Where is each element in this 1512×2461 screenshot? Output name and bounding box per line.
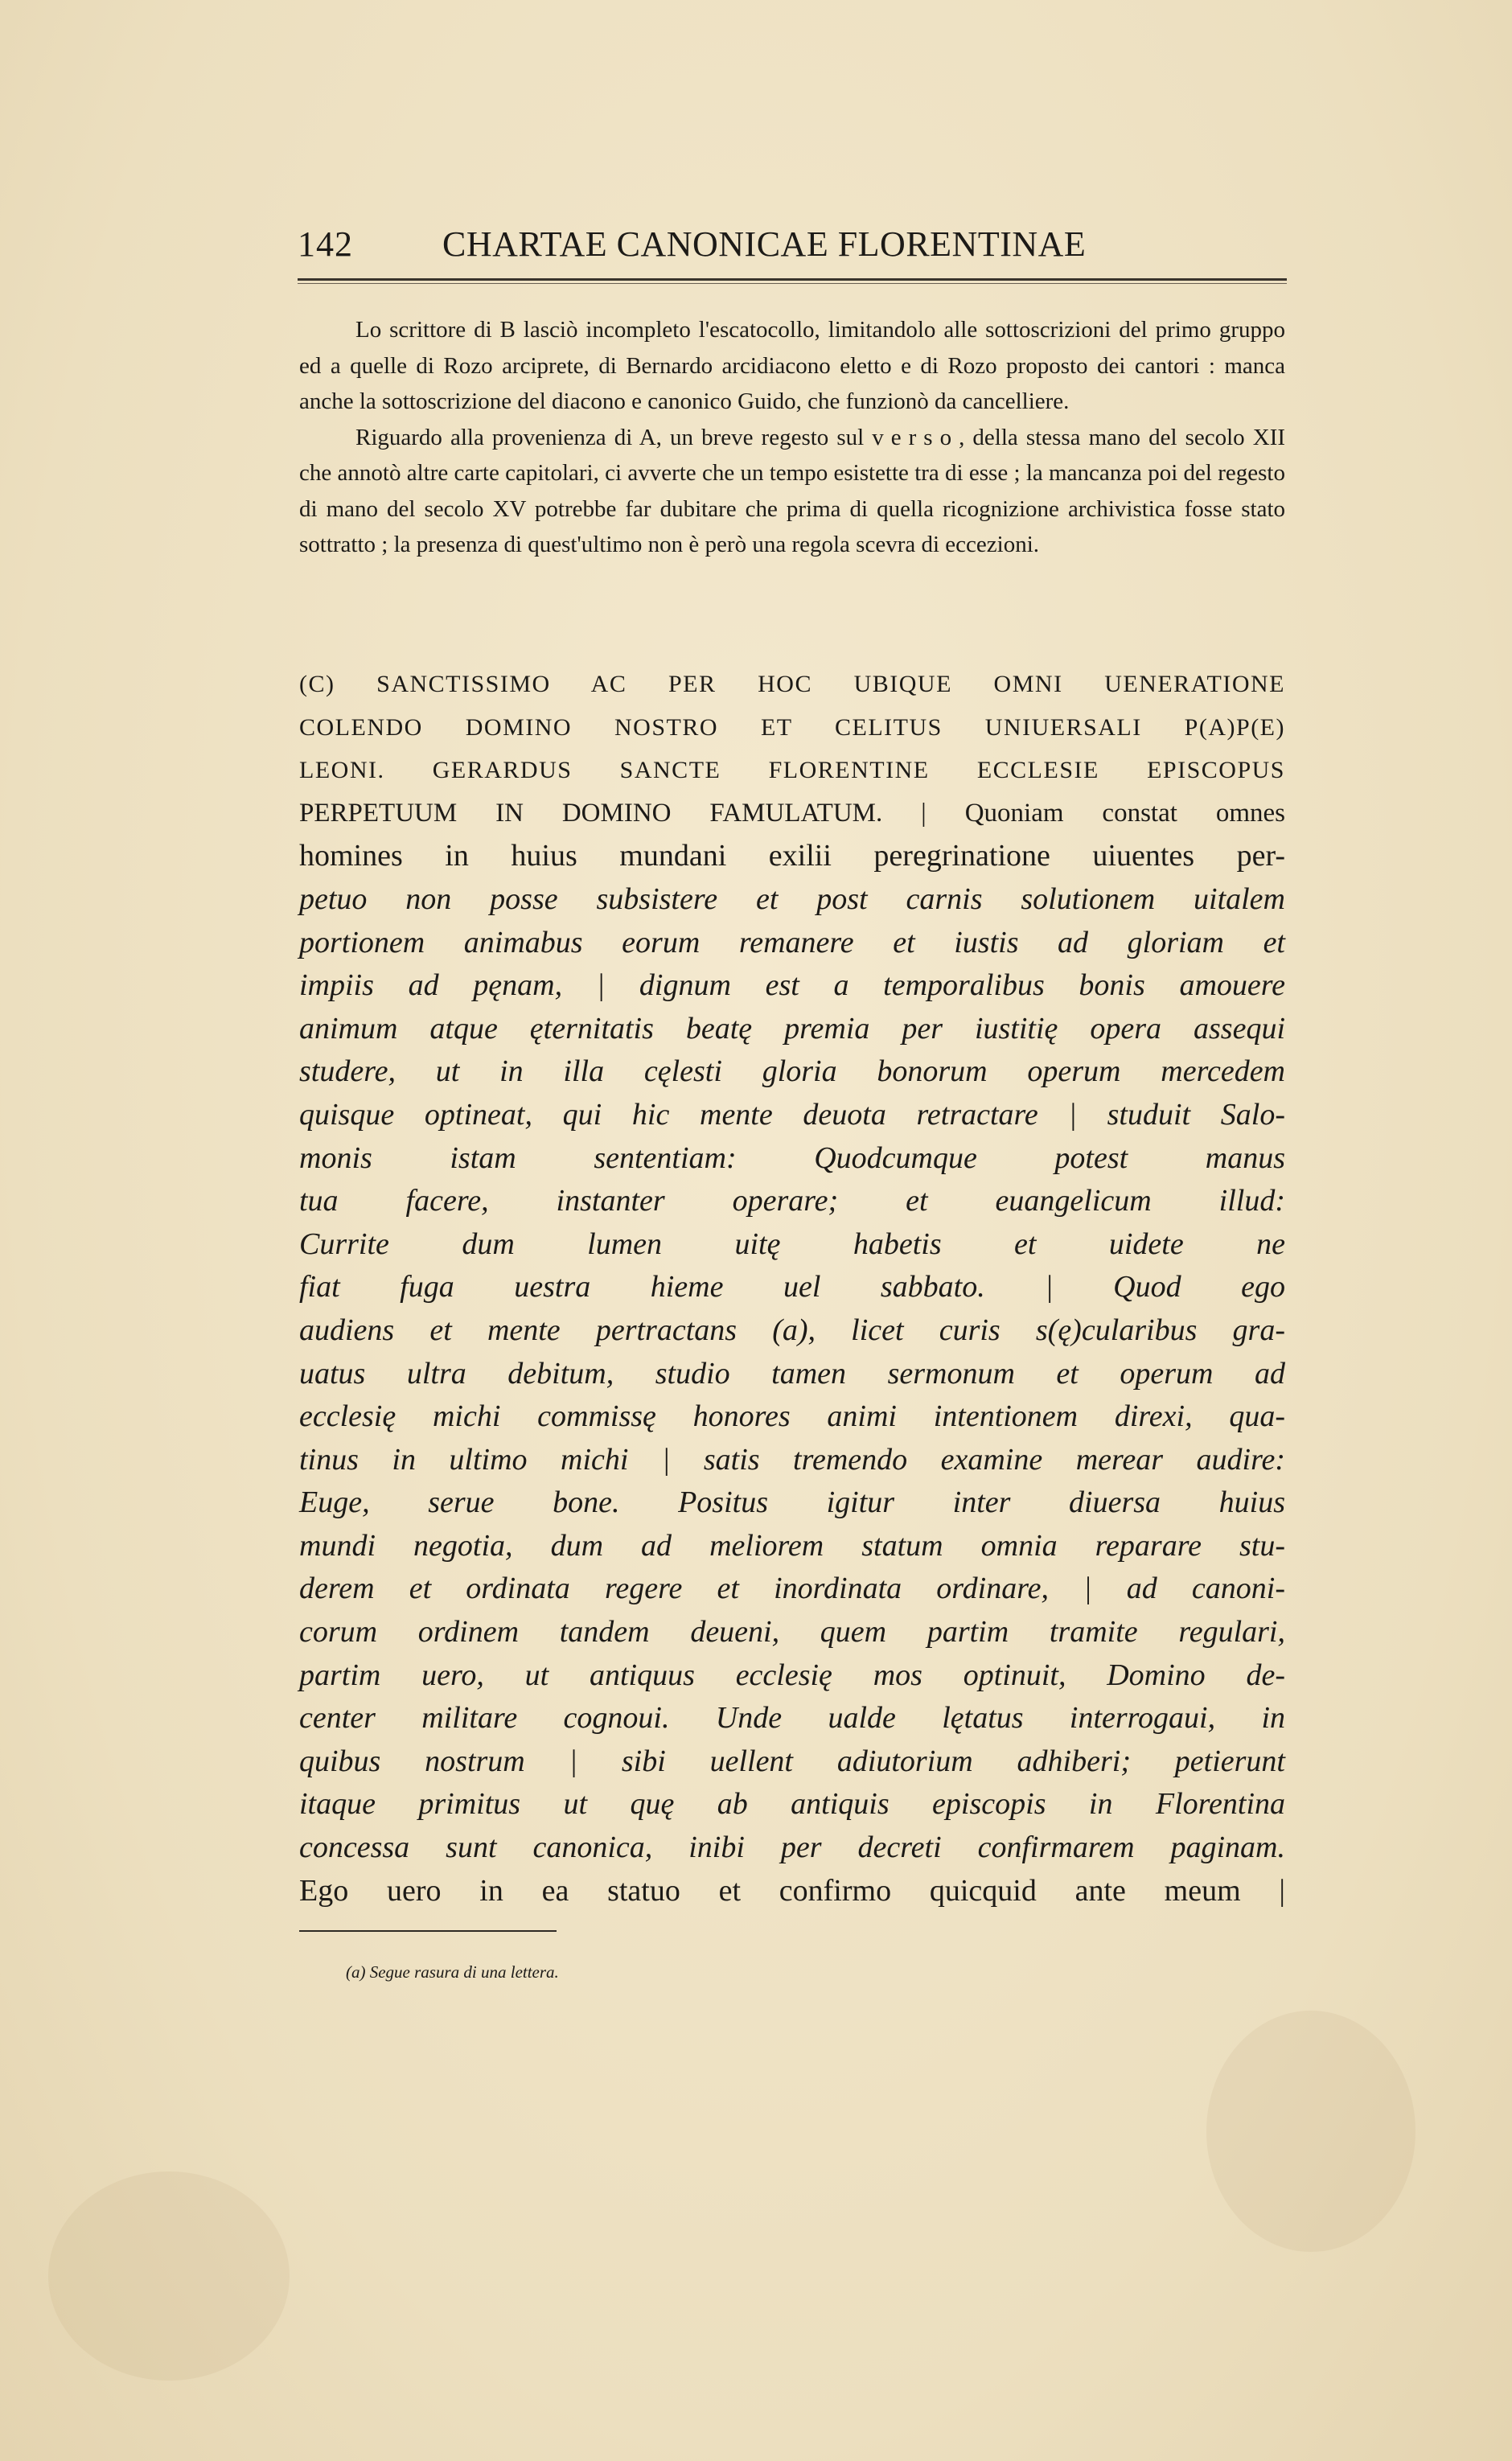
charter-line: ecclesię michi commissę honores animi intentionem direxi, qua- xyxy=(299,1399,1285,1434)
charter-line: itaque primitus ut quę ab antiquis episcopis in Florentina xyxy=(299,1787,1285,1822)
charter-line: PERPETUUM IN DOMINO FAMULATUM. | Quoniam constat omnes xyxy=(299,798,1285,828)
footnote-rule xyxy=(299,1930,557,1932)
charter-line: petuo non posse subsistere et post carnis solutionem uitalem xyxy=(299,881,1285,916)
paper-stain xyxy=(1206,2011,1415,2252)
charter-line: derem et ordinata regere et inordinata ordinare, | ad canoni- xyxy=(299,1572,1285,1606)
header-rule xyxy=(298,278,1287,281)
charter-line: tua facere, instanter operare; et euangelicum illud: xyxy=(299,1184,1285,1218)
charter-line: concessa sunt canonica, inibi per decreti confirmarem paginam. xyxy=(299,1830,1285,1865)
intro-p2-end: , della stessa mano del secolo XII che annotò altre carte capitolari, ci avverte che un tempo esistette tra di esse ; la mancanza poi del regesto di mano del secolo XV potrebbe far dubitare che prima di quella ricognizione archivistica fosse stato sottratto ; la presenza di quest'ultimo non è però una regola scevra di eccezioni. xyxy=(299,424,1286,557)
charter-line: audiens et mente pertractans (a), licet curis s(ę)cularibus gra- xyxy=(299,1313,1285,1347)
paper-stain xyxy=(48,2171,290,2381)
charter-line: tinus in ultimo michi | satis tremendo examine merear audire: xyxy=(299,1442,1285,1477)
charter-line: quibus nostrum | sibi uellent adiutorium adhiberi; petierunt xyxy=(299,1744,1285,1778)
charter-line: partim uero, ut antiquus ecclesię mos optinuit, Domino de- xyxy=(299,1658,1285,1692)
footnote: (a) Segue rasura di una lettera. xyxy=(346,1962,559,1982)
intro-paragraph-2 xyxy=(299,420,1285,563)
charter-line: animum atque ęternitatis beatę premia per iustitię opera assequi xyxy=(299,1011,1285,1046)
charter-line: fiat fuga uestra hieme uel sabbato. | Quod ego xyxy=(299,1270,1285,1304)
page-number: 142 xyxy=(298,224,353,264)
editorial-note xyxy=(299,312,1285,563)
intro-paragraph-1: Lo scrittore di B lasciò incompleto l'escatocollo, limitandolo alle sottoscrizioni del primo gruppo ed a quelle di Rozo arciprete, di Bernardo arcidiacono eletto e di Rozo proposto dei cantori : manca anche la sottoscrizione del diacono e canonico Guido, che funzionò da cancelliere. xyxy=(299,317,1285,414)
charter-line: Euge, serue bone. Positus igitur inter diuersa huius xyxy=(299,1485,1285,1520)
verso-word: verso xyxy=(872,424,959,450)
intro-p2-start: Riguardo alla provenienza di A, un breve regesto sul xyxy=(355,424,873,450)
charter-line: impiis ad pęnam, | dignum est a temporalibus bonis amouere xyxy=(299,968,1285,1003)
charter-line: center militare cognoui. Unde ualde lętatus interrogaui, in xyxy=(299,1701,1285,1736)
charter-line: uatus ultra debitum, studio tamen sermonum et operum ad xyxy=(299,1356,1285,1391)
charter-line: Ego uero in ea statuo et confirmo quicquid ante meum | xyxy=(299,1873,1285,1908)
charter-line: studere, ut in illa cęlesti gloria bonorum operum mercedem xyxy=(299,1054,1285,1089)
charter-line: (C) SANCTISSIMO AC PER HOC UBIQUE OMNI UENERATIONE xyxy=(299,671,1285,697)
running-title: CHARTAE CANONICAE FLORENTINAE xyxy=(442,224,1087,264)
charter-line: COLENDO DOMINO NOSTRO ET CELITUS UNIUERSALI P(A)P(E) xyxy=(299,713,1285,741)
charter-line: quisque optineat, qui hic mente deuota retractare | studuit Salo- xyxy=(299,1097,1285,1132)
charter-line: portionem animabus eorum remanere et iustis ad gloriam et xyxy=(299,925,1285,959)
header-rule-thin xyxy=(298,283,1287,284)
charter-line: corum ordinem tandem deueni, quem partim tramite regulari, xyxy=(299,1615,1285,1650)
charter-line: Currite dum lumen uitę habetis et uidete ne xyxy=(299,1226,1285,1261)
charter-line: LEONI. GERARDUS SANCTE FLORENTINE ECCLESIE EPISCOPUS xyxy=(299,757,1285,784)
charter-line: mundi negotia, dum ad meliorem statum omnia reparare stu- xyxy=(299,1528,1285,1563)
charter-line: monis istam sententiam: Quodcumque potest manus xyxy=(299,1140,1285,1175)
charter-line: homines in huius mundani exilii peregrinatione uiuentes per- xyxy=(299,839,1285,873)
charter-text xyxy=(299,663,1285,1913)
